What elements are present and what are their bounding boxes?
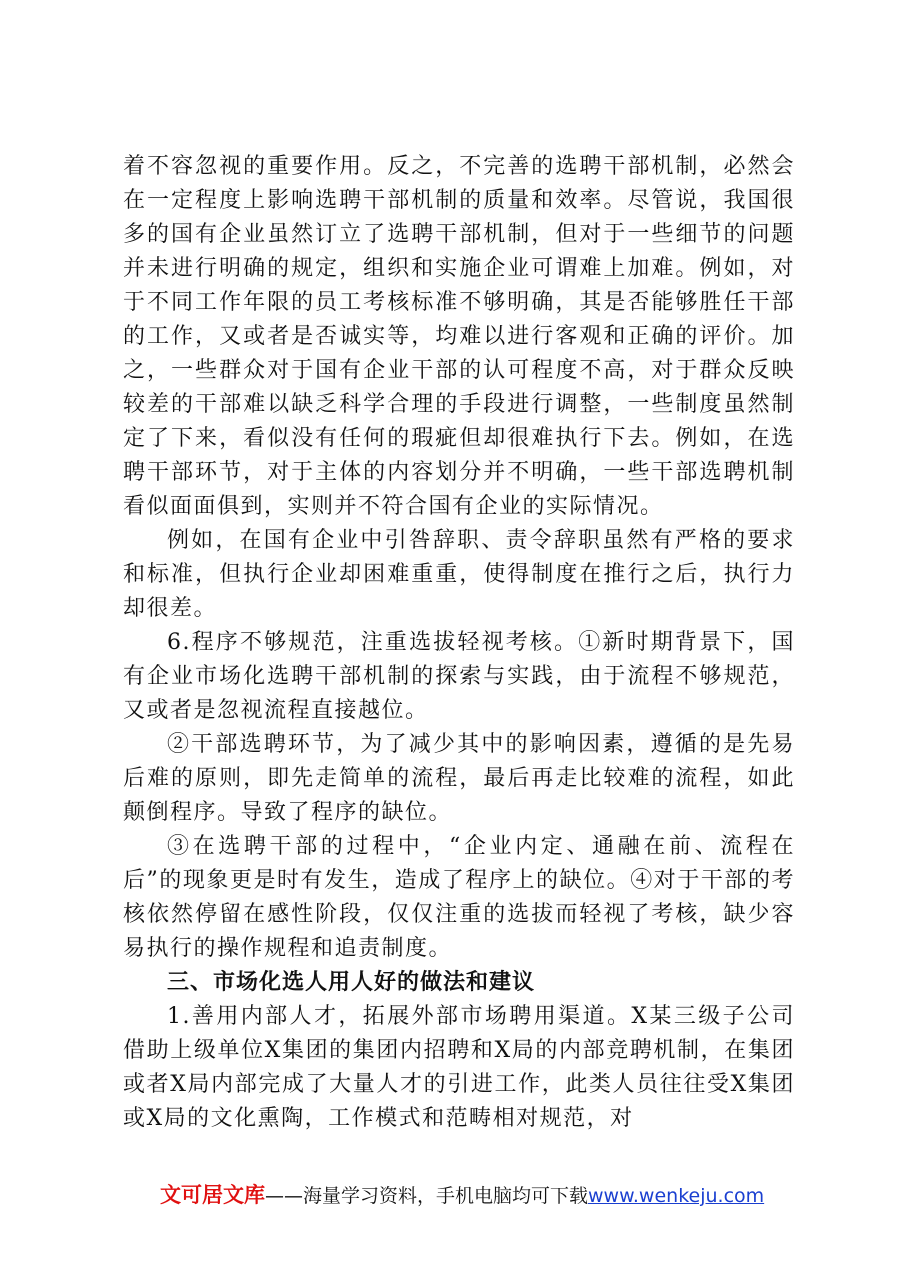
document-body (123, 150, 795, 1136)
website-link[interactable]: www.wenkeju.com (588, 1185, 765, 1207)
paragraph-point-6: 6.程序不够规范，注重选拔轻视考核。①新时期背景下，国有企业市场化选聘干部机制的探索与实践，由于流程不够规范，又或者是忽视流程直接越位。 (123, 630, 795, 723)
paragraph-point-3-4: ③在选聘干部的过程中，“企业内定、通融在前、流程在后”的现象更是时有发生，造成了程序上的缺位。④对于干部的考核依然停留在感性阶段，仅仅注重的选拔而轻视了考核，缺少容易执行的操作规程和追责制度。 (123, 834, 795, 961)
paragraph-continuation: 着不容忽视的重要作用。反之，不完善的选聘干部机制，必然会在一定程度上影响选聘干部机制的质量和效率。尽管说，我国很多的国有企业虽然订立了选聘干部机制，但对于一些细节的问题并未进行明确的规定，组织和实施企业可谓难上加难。例如，对于不同工作年限的员工考核标准不够明确，其是否能够胜任干部的工作，又或者是否诚实等，均难以进行客观和正确的评价。加之，一些群众对于国有企业干部的认可程度不高，对于群众反映较差的干部难以缺乏科学合理的手段进行调整，一些制度虽然制定了下来，看似没有任何的瑕疵但却很难执行下去。例如，在选聘干部环节，对于主体的内容划分并不明确，一些干部选聘机制看似面面俱到，实则并不符合国有企业的实际情况。 (123, 154, 795, 519)
footer-banner (160, 1180, 800, 1211)
section-heading: 三、市场化选人用人好的做法和建议 (167, 970, 536, 995)
paragraph-recommendation-1: 1.善用内部人才，拓展外部市场聘用渠道。X某三级子公司借助上级单位X集团的集团内招聘和X局的内部竞聘机制，在集团或者X局内部完成了大量人才的引进工作，此类人员往往受X集团或X局的文化熏陶，工作模式和范畴相对规范，对 (123, 1004, 795, 1131)
footer-slogan: ——海量学习资料，手机电脑均可下载 (265, 1185, 589, 1207)
paragraph-example-resignation: 例如，在国有企业中引咎辞职、责令辞职虽然有严格的要求和标准，但执行企业却困难重重，使得制度在推行之后，执行力却很差。 (123, 528, 795, 621)
paragraph-point-2: ②干部选聘环节，为了减少其中的影响因素，遵循的是先易后难的原则，即先走简单的流程，最后再走比较难的流程，如此颠倒程序。导致了程序的缺位。 (123, 732, 795, 825)
brand-name: 文可居文库 (160, 1183, 265, 1207)
